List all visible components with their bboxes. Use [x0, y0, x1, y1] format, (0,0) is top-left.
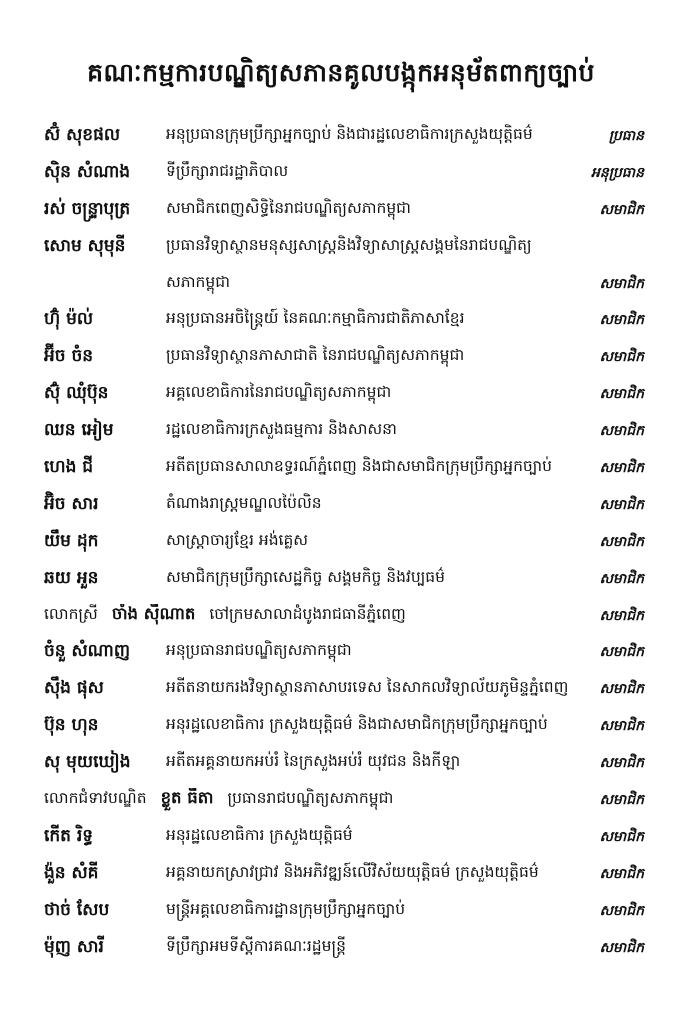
list-item: [0, 339, 682, 376]
list-item: [0, 229, 682, 266]
member-name: ឈន អៀម: [44, 420, 114, 441]
member-name: សោម សុមុនី: [44, 235, 126, 256]
member-role: សមាជិក: [599, 718, 644, 735]
member-prefix: លោកជំទាវបណ្ឌិត: [44, 789, 147, 808]
member-name: សុ មុយឃៀង: [44, 752, 131, 773]
member-name: អ៊ីច ចំន: [44, 346, 94, 367]
member-name: ហេង ជី: [44, 457, 94, 478]
member-name: ស៊ំ សុខផល: [44, 125, 121, 145]
list-item: [0, 598, 682, 635]
member-role: សមាជិក: [599, 792, 644, 809]
list-item: [0, 376, 682, 413]
member-name: ប៊ុន ហុន: [44, 715, 99, 736]
member-position: អតីតនាយករងវិទ្យាស្ថានភាសាបរទេស នៃសាកលវិទ្យាល័យភូមិន្ទភ្នំពេញ: [166, 678, 569, 697]
member-name: ម៉ុញ សារី: [44, 936, 104, 957]
list-item-continuation: [0, 266, 682, 303]
member-role: សមាជិក: [599, 275, 644, 292]
member-role: សមាជិក: [599, 644, 644, 661]
member-role: សមាជិក: [599, 533, 644, 550]
member-role: សមាជិក: [599, 312, 644, 329]
member-name: យឹម ដុក: [44, 530, 99, 551]
member-position: សាស្ត្រាចារ្យខ្មែរ អង់គ្លេស: [166, 530, 309, 549]
member-role: សមាជិក: [599, 939, 644, 956]
page-title: គណៈកម្មការបណ្ឌិត្យសភានគូលបង្កុកអនុម័តពាក្យច្បាប់: [87, 58, 595, 87]
list-item: [0, 708, 682, 745]
member-role: សមាជិក: [599, 570, 644, 587]
member-role: សមាជិក: [599, 607, 644, 624]
list-item: [0, 634, 682, 671]
member-position: អតីតអគ្គនាយកអប់រំ នៃក្រសួងអប់រំ យុវជន និងកីឡា: [166, 752, 461, 771]
member-position: អគ្គនាយកស្រាវជ្រាវ និងអភិវឌ្ឍន៍លើវិស័យយុត្តិធម៌ ក្រសួងយុត្តិធម៌: [166, 862, 539, 881]
member-name: ចាំង ស៊ីណាត: [111, 603, 196, 623]
member-role: សមាជិក: [599, 865, 644, 882]
member-position: ប្រធានវិទ្យាស្ថានមនុស្សសាស្ត្រនិងវិទ្យាសាស្ត្រសង្គមនៃរាជបណ្ឌិត្យ: [166, 235, 532, 254]
member-position: ចៅក្រមសាលាដំបូងរាជធានីភ្នំពេញ: [209, 604, 406, 623]
member-role: សមាជិក: [599, 496, 644, 513]
list-item: [0, 856, 682, 893]
member-name: ឆយ អួន: [44, 567, 99, 588]
member-name: ស៊ិន សំណាង: [44, 161, 131, 182]
list-item: [0, 450, 682, 487]
member-name: ហ៊ុំ ម៉ល់: [44, 309, 94, 330]
member-role: សមាជិក: [599, 681, 644, 698]
list-item: [0, 413, 682, 450]
member-position: អនុប្រធានរាជបណ្ឌិត្យសភាកម្ពុជា: [166, 641, 352, 660]
member-name: រស់ ចន្ទ្រាបុត្រ: [44, 198, 131, 219]
member-position: សមាជិកក្រុមប្រឹក្សាសេដ្ឋកិច្ច សង្គមកិច្ច និងវប្បធម៌: [166, 567, 445, 586]
list-item: [0, 118, 682, 155]
member-position: ប្រធានវិទ្យាស្ថានភាសាជាតិ នៃរាជបណ្ឌិត្យសភាកម្ពុជា: [166, 346, 465, 365]
member-role: អនុប្រធាន: [590, 164, 644, 181]
list-item: [0, 155, 682, 192]
member-position: រដ្ឋលេខាធិការក្រសួងធម្មការ និងសាសនា: [166, 420, 397, 439]
list-item: [0, 192, 682, 229]
member-position: ប្រធានរាជបណ្ឌិត្យសភាកម្ពុជា: [227, 789, 394, 808]
member-role: សមាជិក: [599, 201, 644, 218]
member-name: ស៊ឹង ផុស: [44, 678, 104, 699]
list-item: [0, 487, 682, 524]
member-position: អនុរដ្ឋលេខាធិការ ក្រសួងយុត្តិធម៌: [166, 825, 353, 844]
member-name: ចំនួ សំណាញ: [44, 641, 131, 662]
member-role: សមាជិក: [599, 828, 644, 845]
list-item: [0, 930, 682, 967]
member-name: ខ្លួត ធីតា: [160, 788, 214, 808]
member-position: មន្ត្រីអគ្គលេខាធិការដ្ឋានក្រុមប្រឹក្សាអ្នកច្បាប់: [166, 899, 406, 918]
member-position: ទីប្រឹក្សាអមទីស្តីការគណៈរដ្ឋមន្ត្រី: [166, 936, 346, 955]
member-name: កើត រិទ្ធ: [44, 825, 94, 846]
member-position: សមាជិកពេញសិទ្ធិនៃរាជបណ្ឌិត្យសភាកម្ពុជា: [166, 198, 411, 217]
list-item: [0, 302, 682, 339]
list-item: [0, 893, 682, 930]
member-position: អនុប្រធានអចិន្ត្រៃយ៍ នៃគណៈកម្មាធិការជាតិភាសាខ្មែរ: [166, 309, 465, 328]
member-prefix: លោកស្រី: [44, 604, 98, 623]
member-position: អតីតប្រធានសាលាឧទ្ធរណ៍ភ្នំពេញ និងជាសមាជិកក្រុមប្រឹក្សាអ្នកច្បាប់: [166, 457, 552, 476]
member-position: អនុប្រធានក្រុមប្រឹក្សាអ្នកច្បាប់ និងជារដ្ឋលេខាធិការក្រសួងយុត្តិធម៌: [166, 125, 533, 143]
member-role: សមាជិក: [599, 386, 644, 403]
list-item: [0, 561, 682, 598]
member-role: សមាជិក: [599, 902, 644, 919]
member-name: ថាច់ សែប: [44, 899, 110, 920]
list-item: [0, 745, 682, 782]
member-role: សមាជិក: [599, 349, 644, 366]
member-role: សមាជិក: [599, 460, 644, 477]
member-role: សមាជិក: [599, 755, 644, 772]
member-role: សមាជិក: [599, 423, 644, 440]
member-position: អនុរដ្ឋលេខាធិការ ក្រសួងយុត្តិធម៌ និងជាសមាជិកក្រុមប្រឹក្សាអ្នកច្បាប់: [166, 715, 548, 734]
member-position: ទីប្រឹក្សារាជរដ្ឋាភិបាល: [166, 161, 289, 180]
member-position: អគ្គលេខាធិការនៃរាជបណ្ឌិត្យសភាកម្ពុជា: [166, 383, 392, 402]
member-position: សភាកម្ពុជា: [166, 272, 230, 291]
member-role: ប្រធាន: [608, 128, 644, 144]
list-item: [0, 782, 682, 819]
list-item: [0, 524, 682, 561]
list-item: [0, 671, 682, 708]
member-position: តំណាងរាស្ត្រមណ្ឌលប៉ៃលិន: [166, 493, 322, 512]
member-list: [0, 118, 682, 966]
list-item: [0, 819, 682, 856]
member-name: ង៉ួន សំគី: [44, 862, 99, 883]
member-name: អ៊ិច សារ: [44, 493, 99, 514]
member-name: ស៊ុំ ឈុំប៊ុន: [44, 383, 109, 404]
